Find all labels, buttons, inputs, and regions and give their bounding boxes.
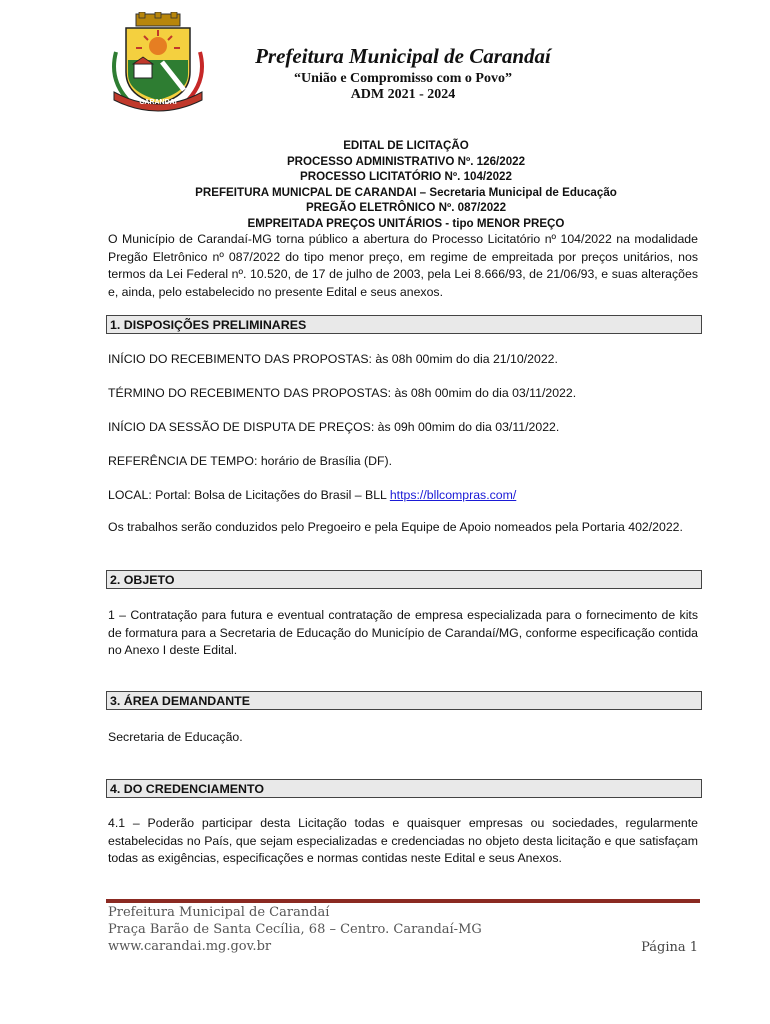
section-3-header — [106, 691, 702, 710]
city-coat-of-arms-icon — [106, 12, 210, 112]
section-4-title: 4. DO CREDENCIAMENTO — [110, 782, 264, 796]
processo-licitatorio: PROCESSO LICITATÓRIO Nº. 104/2022 — [300, 170, 512, 183]
area-demandante-text: Secretaria de Educação. — [108, 730, 243, 744]
processo-administrativo: PROCESSO ADMINISTRATIVO Nº. 126/2022 — [286, 154, 526, 168]
edital-title: EDITAL DE LICITAÇÃO — [343, 139, 469, 152]
page-number: Página 1 — [641, 940, 698, 955]
footer-address: Praça Barão de Santa Cecília, 68 – Centro. Carandaí-MG — [108, 922, 482, 937]
footer-website: www.carandai.mg.gov.br — [108, 939, 272, 954]
local-label: LOCAL: Portal: Bolsa de Licitações do Brasil – BLL — [108, 488, 390, 502]
section-4-header — [106, 779, 702, 798]
trabalhos-paragraph: Os trabalhos serão conduzidos pelo Pregoeiro e pela Equipe de Apoio nomeados pela Portaria 402/2022. — [108, 520, 683, 534]
administration-period: ADM 2021 - 2024 — [350, 87, 456, 102]
inicio-sessao: INÍCIO DA SESSÃO DE DISPUTA DE PREÇOS: às 09h 00mim do dia 03/11/2022. — [108, 420, 560, 434]
footer-divider — [106, 899, 700, 903]
section-2-title: 2. OBJETO — [110, 573, 175, 587]
edital-heading — [108, 138, 704, 231]
pregao-eletronico: PREGÃO ELETRÔNICO Nº. 087/2022 — [305, 201, 507, 214]
objeto-paragraph: 1 – Contratação para futura e eventual contratação de empresa especializada para o fornecimento de kits de formatura para a Secretaria de Educação do Município de Carandaí/MG, conforme especificação contida no Anexo I deste Edital. — [108, 608, 698, 658]
section-3-title: 3. ÁREA DEMANDANTE — [110, 694, 250, 708]
section-2-header — [106, 570, 702, 589]
credenciamento-paragraph: 4.1 – Poderão participar desta Licitação todas e quaisquer empresas ou sociedades, regularmente estabelecidas no País, que sejam especializadas e credenciadas no objeto desta licitação e que satisfaçam todas as exigências, especificações e normas contidas neste Edital e seus Anexos. — [108, 816, 698, 866]
org-motto: “União e Compromisso com o Povo” — [294, 71, 512, 86]
intro-paragraph: O Município de Carandaí-MG torna público a abertura do Processo Licitatório nº 104/2022 na modalidade Pregão Eletrônico nº 087/2022 do tipo menor preço, em regime de empreitada por preços unitários, nos termos da Lei Federal nº. 10.520, de 17 de julho de 2003, pela Lei 8.666/93, de 21/06/93, e suas alterações e, ainda, pelo estabelecido no presente Edital e seus anexos. — [108, 232, 698, 299]
local-line — [108, 487, 698, 505]
document-header — [0, 0, 770, 120]
inicio-recebimento: INÍCIO DO RECEBIMENTO DAS PROPOSTAS: às 08h 00mim do dia 21/10/2022. — [108, 352, 558, 366]
section-1-title: 1. DISPOSIÇÕES PRELIMINARES — [110, 318, 307, 332]
org-title: Prefeitura Municipal de Carandaí — [255, 44, 551, 68]
referencia-tempo: REFERÊNCIA DE TEMPO: horário de Brasília (DF). — [108, 454, 393, 468]
svg-text:CARANDAÍ: CARANDAÍ — [139, 99, 177, 106]
bll-portal-link[interactable]: https://bllcompras.com/ — [389, 488, 517, 502]
section-1-header — [106, 315, 702, 334]
termino-recebimento: TÉRMINO DO RECEBIMENTO DAS PROPOSTAS: às 08h 00mim do dia 03/11/2022. — [108, 386, 577, 400]
empreitada-tipo: EMPREITADA PREÇOS UNITÁRIOS - tipo MENOR PREÇO — [247, 216, 565, 230]
prefeitura-secretaria: PREFEITURA MUNICPAL DE CARANDAI – Secretaria Municipal de Educação — [195, 185, 617, 199]
footer-org-name: Prefeitura Municipal de Carandaí — [108, 905, 330, 920]
